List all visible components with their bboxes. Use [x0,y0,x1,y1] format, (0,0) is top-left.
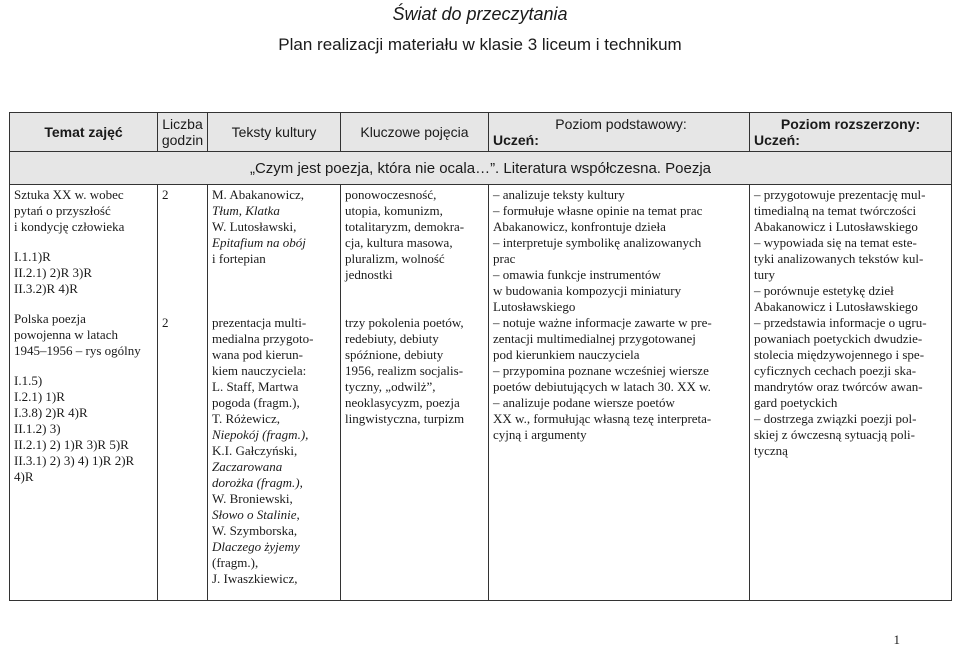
plan-table [9,112,952,601]
teksty-text: (fragm.), [212,555,259,570]
header-pojecia: Kluczowe pojęcia [341,113,489,152]
podstawowy-block-1 [493,187,745,315]
podstawowy-text: Abakanowicz, konfrontuje dzieła [493,219,666,234]
podstawowy-text: pod kierunkiem nauczyciela [493,347,640,362]
teksty-title: Epitafium na obój [212,235,306,250]
rozszerzony-text: skiej z ówczesną sytuacją poli- [754,427,915,442]
podstawowy-text: zentacji multimedialnej przygotowanej [493,331,696,346]
teksty-text: wana pod kierun- [212,347,303,362]
podstawowy-text: poetów debiutujących w latach 30. XX w. [493,379,711,394]
pojecia-text: cja, kultura masowa, [345,235,453,250]
header-liczba-godzin [158,113,208,152]
rozszerzony-text: – wypowiada się na temat este- [754,235,917,250]
podstawowy-text: XX w., formułując własną tezę interpreta- [493,411,712,426]
rozszerzony-block-1 [754,187,947,459]
teksty-text: M. Abakanowicz, [212,187,305,202]
curriculum-code: I.2.1) 1)R [14,389,65,404]
pojecia-block-2 [345,315,484,427]
teksty-text: prezentacja multi- [212,315,307,330]
pojecia-text: lingwistyczna, turpizm [345,411,465,426]
teksty-text: medialna przygoto- [212,331,314,346]
curriculum-code: I.1.1)R [14,249,51,264]
podstawowy-text: Lutosławskiego [493,299,576,314]
rozszerzony-text: stolecia międzywojennego i spe- [754,347,925,362]
teksty-title: Zaczarowana [212,459,283,474]
teksty-title: dorożka (fragm.), [212,475,303,490]
pojecia-text: totalitaryzm, demokra- [345,219,465,234]
header-rozszerzony [750,113,952,152]
header-liczba-line1: Liczba [162,116,203,132]
teksty-title: Niepokój (fragm.), [212,427,309,442]
header-podstawowy-uczen: Uczeń: [493,132,539,148]
podstawowy-text: – formułuje własne opinie na temat prac [493,203,703,218]
teksty-block-2 [212,315,336,587]
temat-text: powojenna w latach [14,327,118,342]
rozszerzony-text: tyczną [754,443,788,458]
pojecia-text: redebiuty, debiuty [345,331,439,346]
rozszerzony-text: – dostrzega związki poezji pol- [754,411,917,426]
teksty-text: W. Lutosławski, [212,219,297,234]
temat-block-2 [14,311,153,359]
temat-text: pytań o przyszłość [14,203,111,218]
rozszerzony-text: – przedstawia informacje o ugru- [754,315,927,330]
teksty-text: pogoda (fragm.), [212,395,300,410]
cell-pojecia [341,185,489,601]
cell-rozszerzony [750,185,952,601]
header-temat: Temat zajęć [10,113,158,152]
curriculum-code: II.3.2)R 4)R [14,281,78,296]
pojecia-block-1 [345,187,484,283]
pojecia-text: trzy pokolenia poetów, [345,315,464,330]
table-body-row [10,185,952,601]
curriculum-code: II.3.1) 2) 3) 4) 1)R 2)R [14,453,135,468]
curriculum-code: II.1.2) 3) [14,421,61,436]
rozszerzony-text: tyki analizowanych tekstów kul- [754,251,924,266]
teksty-title: Tłum, Klatka [212,203,280,218]
teksty-block-1 [212,187,336,267]
pojecia-text: utopia, komunizm, [345,203,443,218]
header-podstawowy [489,113,750,152]
pojecia-text: neoklasycyzm, poezja [345,395,460,410]
teksty-text: K.I. Gałczyński, [212,443,298,458]
cell-hours [158,185,208,601]
podstawowy-text: – notuje ważne informacje zawarte w pre- [493,315,712,330]
curriculum-code: I.3.8) 2)R 4)R [14,405,88,420]
teksty-text: i fortepian [212,251,266,266]
pojecia-text: jednostki [345,267,393,282]
temat-text: Sztuka XX w. wobec [14,187,124,202]
teksty-text: kiem nauczyciela: [212,363,307,378]
pojecia-text: tyczny, „odwilż”, [345,379,436,394]
podstawowy-block-2 [493,315,745,443]
document-subtitle: Plan realizacji materiału w klasie 3 liceum i technikum [278,35,682,54]
temat-text: Polska poezja [14,311,86,326]
header-teksty: Teksty kultury [208,113,341,152]
document-title: Świat do przeczytania [392,4,568,24]
cell-temat [10,185,158,601]
rozszerzony-text: powaniach poetyckich dwudzie- [754,331,923,346]
pojecia-text: pluralizm, wolność [345,251,445,266]
teksty-title: Dlaczego żyjemy [212,539,300,554]
cell-teksty [208,185,341,601]
rozszerzony-text: timedialną na temat twórczości [754,203,917,218]
header-podstawowy-label: Poziom podstawowy: [555,116,687,132]
hours-value-1: 2 [162,187,169,202]
header-rozszerzony-label: Poziom rozszerzony: [780,116,921,132]
curriculum-code: 4)R [14,469,34,484]
teksty-text: J. Iwaszkiewicz, [212,571,298,586]
podstawowy-text: – analizuje podane wiersze poetów [493,395,675,410]
pojecia-text: ponowoczesność, [345,187,437,202]
rozszerzony-text: cyficznych cechach poezji ska- [754,363,917,378]
curriculum-code: II.2.1) 2)R 3)R [14,265,92,280]
teksty-text: L. Staff, Martwa [212,379,299,394]
pojecia-text: spóźnione, debiuty [345,347,444,362]
rozszerzony-text: – przygotowuje prezentację mul- [754,187,926,202]
podstawowy-text: – analizuje teksty kultury [493,187,625,202]
pojecia-text: 1956, realizm socjalis- [345,363,464,378]
rozszerzony-text: Abakanowicz i Lutosławskiego [754,219,918,234]
temat-text: 1945–1956 – rys ogólny [14,343,141,358]
podstawowy-text: – przypomina poznane wcześniej wiersze [493,363,709,378]
rozszerzony-text: Abakanowicz i Lutosławskiego [754,299,918,314]
curriculum-code: II.2.1) 2) 1)R 3)R 5)R [14,437,129,452]
rozszerzony-text: mandrytów oraz twórców awan- [754,379,923,394]
teksty-text: W. Szymborska, [212,523,298,538]
podstawowy-text: – interpretuje symbolikę analizowanych [493,235,702,250]
table-header-row [10,113,952,152]
podstawowy-text: prac [493,251,516,266]
page-number: 1 [893,632,900,647]
teksty-text: W. Broniewski, [212,491,293,506]
curriculum-code: I.1.5) [14,373,43,388]
hours-value-2: 2 [162,315,169,330]
temat-codes-2 [14,373,153,485]
temat-codes-1 [14,249,153,297]
podstawowy-text: w budowania kompozycji miniatury [493,283,682,298]
rozszerzony-text: gard poetyckich [754,395,838,410]
podstawowy-text: – omawia funkcje instrumentów [493,267,661,282]
temat-block-1 [14,187,153,235]
header-liczba-line2: godzin [161,132,204,148]
teksty-title: Słowo o Stalinie, [212,507,300,522]
temat-text: i kondycję człowieka [14,219,125,234]
section-title: „Czym jest poezja, która nie ocala…”. Literatura współczesna. Poezja [10,152,952,185]
rozszerzony-text: tury [754,267,775,282]
teksty-text: T. Różewicz, [212,411,280,426]
podstawowy-text: cyjną i argumenty [493,427,587,442]
section-row [10,152,952,185]
header-rozszerzony-uczen: Uczeń: [754,132,800,148]
cell-podstawowy [489,185,750,601]
rozszerzony-text: – porównuje estetykę dzieł [754,283,894,298]
